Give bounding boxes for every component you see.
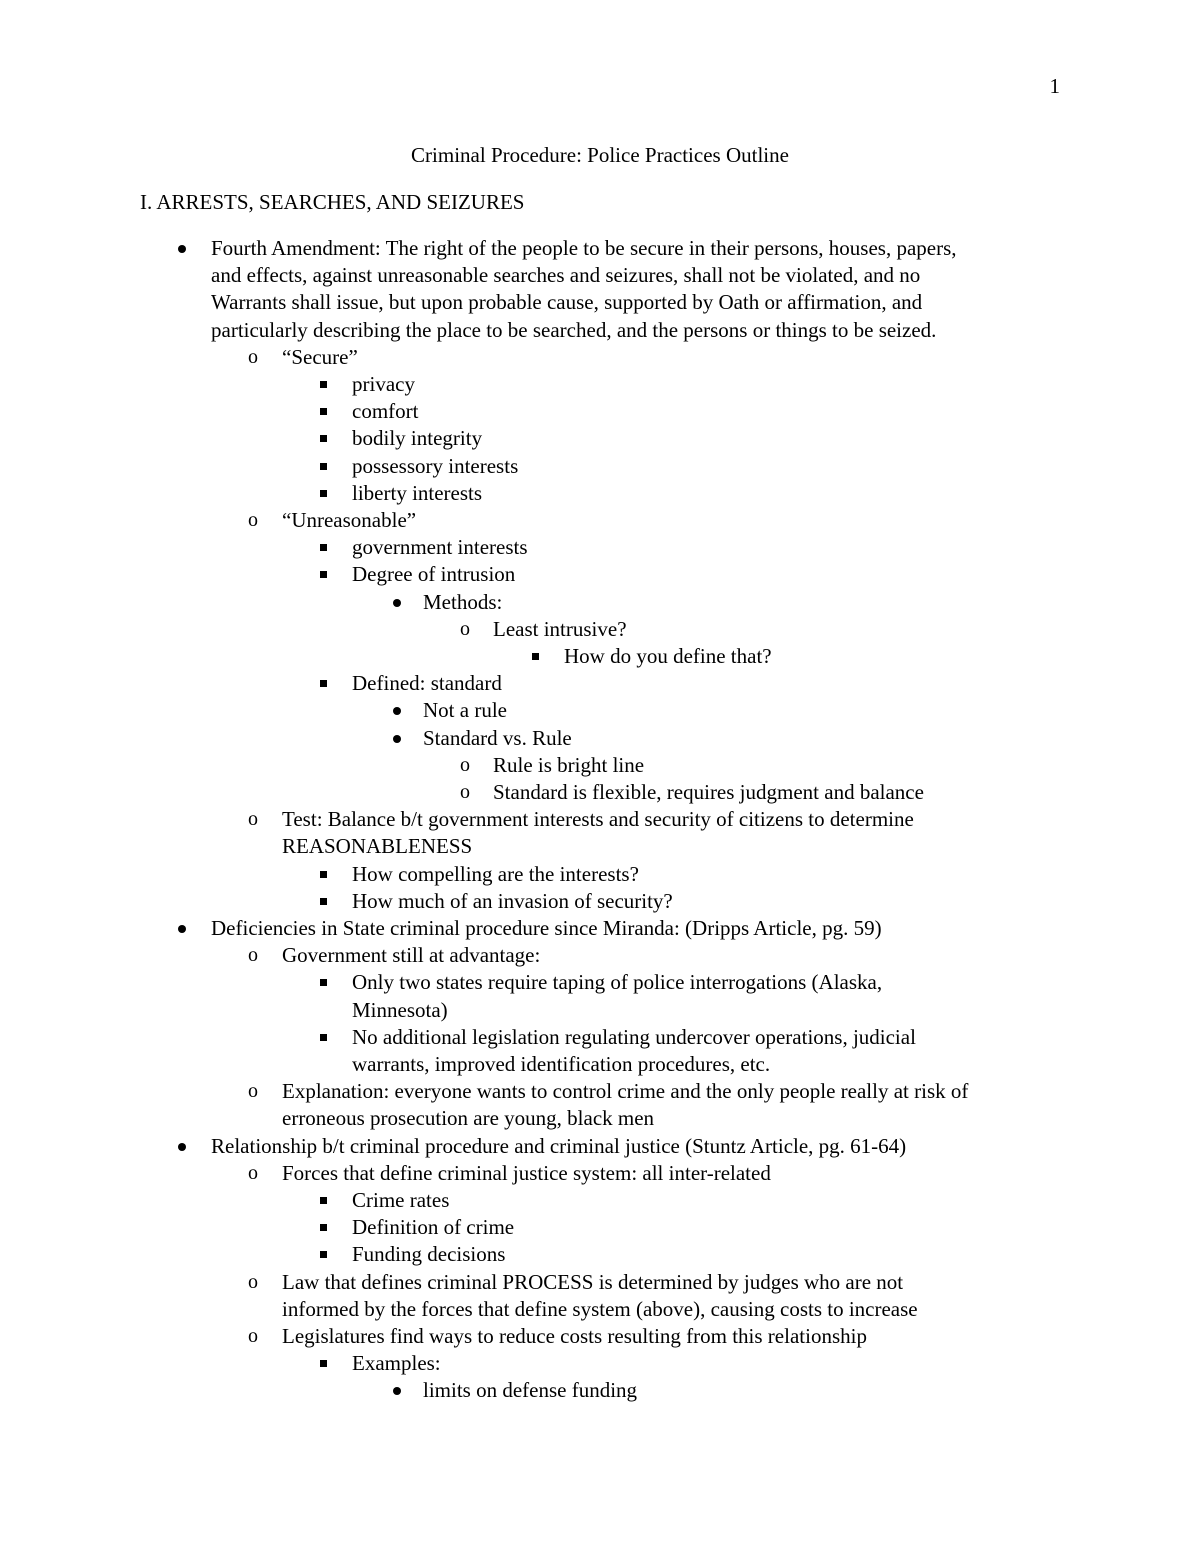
outline-item-text: Deficiencies in State criminal procedure since Miranda: (Dripps Article, pg. 59) — [211, 916, 882, 940]
outline-item-text: Degree of intrusion — [352, 562, 516, 587]
outline-item-text: “Secure” — [282, 344, 358, 369]
circle-bullet-icon: o — [248, 1270, 258, 1293]
outline-item-text: Methods: — [423, 589, 503, 614]
outline-item-text: Defined: standard — [352, 671, 502, 696]
outline-item-text: “Unreasonable” — [282, 508, 417, 532]
circle-bullet-icon: o — [248, 345, 258, 368]
circle-bullet-icon: o — [248, 808, 258, 831]
outline-item-text: Minnesota) — [352, 997, 448, 1022]
outline-item-text: informed by the forces that define system (above), causing costs to increase — [282, 1296, 918, 1321]
outline-item-text: government interests — [352, 535, 528, 560]
document-title: Criminal Procedure: Police Practices Outline — [411, 143, 789, 167]
outline-item-text: Test: Balance b/t government interests and security of citizens to determine — [282, 807, 914, 832]
outline-item-text: Standard is flexible, requires judgment and balance — [493, 780, 924, 804]
outline-item-text: Law that defines criminal PROCESS is determined by judges who are not — [282, 1269, 904, 1294]
outline-item-text: Only two states require taping of police interrogations (Alaska, — [352, 970, 883, 995]
circle-bullet-icon: o — [248, 509, 258, 531]
outline-item-text: Legislatures find ways to reduce costs resulting from this relationship — [282, 1324, 867, 1348]
outline-item-text: No additional legislation regulating undercover operations, judicial — [352, 1024, 916, 1049]
outline-item-text: Government still at advantage: — [282, 943, 541, 968]
outline-item-text: bodily integrity — [352, 426, 483, 451]
outline-item-text: liberty interests — [352, 480, 483, 505]
outline-item-text: possessory interests — [352, 453, 519, 478]
outline-item-text: Definition of crime — [352, 1215, 515, 1240]
outline-item-text: Funding decisions — [352, 1242, 506, 1267]
outline-item-text: Warrants shall issue, but upon probable cause, supported by Oath or affirmation, and — [211, 290, 923, 315]
page-number: 1 — [1049, 74, 1060, 98]
outline-item-text: Rule is bright line — [493, 752, 645, 777]
outline-item-text: Examples: — [352, 1351, 441, 1376]
outline-item-text: limits on defense funding — [423, 1378, 638, 1403]
outline-item-text: particularly describing the place to be searched, and the persons or things to be seized. — [211, 317, 937, 342]
outline-item-text: Explanation: everyone wants to control crime and the only people really at risk of — [282, 1079, 969, 1104]
outline-item-text: Forces that define criminal justice system: all inter-related — [282, 1160, 771, 1185]
outline-item-text: How do you define that? — [564, 644, 772, 668]
outline-item-text: Least intrusive? — [493, 616, 627, 641]
outline-item-text: How much of an invasion of security? — [352, 888, 673, 913]
outline-item-text: and effects, against unreasonable searches and seizures, shall not be violated, and no — [211, 263, 921, 288]
circle-bullet-icon: o — [460, 753, 470, 776]
circle-bullet-icon: o — [248, 1325, 258, 1347]
outline-item-text: Crime rates — [352, 1188, 450, 1212]
circle-bullet-icon: o — [248, 944, 258, 967]
outline-item-text: warrants, improved identification procedures, etc. — [352, 1052, 771, 1076]
circle-bullet-icon: o — [460, 617, 470, 640]
circle-bullet-icon: o — [248, 1080, 258, 1103]
outline-item-text: erroneous prosecution are young, black men — [282, 1106, 655, 1131]
outline-item-text: comfort — [352, 399, 419, 424]
outline-item-text: Standard vs. Rule — [423, 725, 572, 750]
outline-item-text: How compelling are the interests? — [352, 861, 639, 886]
outline-item-text: REASONABLENESS — [282, 834, 473, 859]
outline-item-text: privacy — [352, 372, 415, 396]
section-heading: I. ARRESTS, SEARCHES, AND SEIZURES — [140, 190, 525, 214]
outline-item-text: Fourth Amendment: The right of the people to be secure in their persons, houses, papers, — [211, 236, 957, 260]
circle-bullet-icon: o — [460, 781, 470, 803]
circle-bullet-icon: o — [248, 1161, 258, 1184]
outline-item-text: Not a rule — [423, 698, 507, 723]
outline-item-text: Relationship b/t criminal procedure and criminal justice (Stuntz Article, pg. 61-64) — [211, 1133, 907, 1158]
